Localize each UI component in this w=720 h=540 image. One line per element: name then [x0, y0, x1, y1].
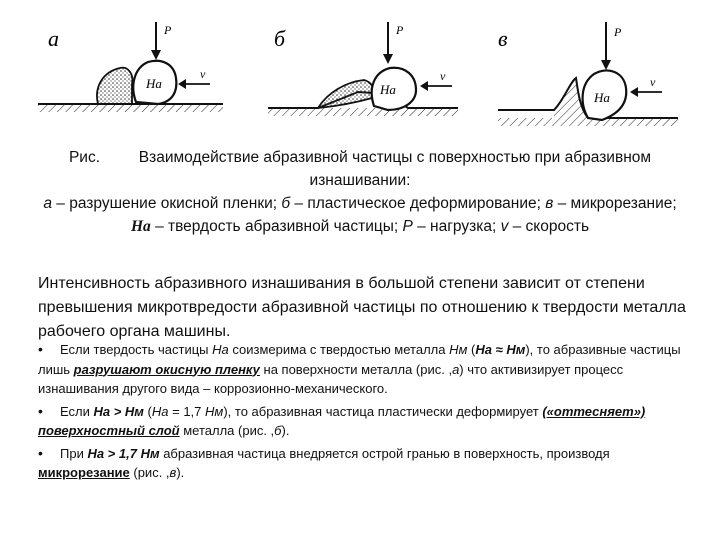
bullet-2-fig-ref: б: [274, 423, 282, 438]
caption-prefix: Рис.: [68, 149, 101, 166]
bullet-1-text: Если твердость частицы: [60, 342, 213, 357]
bullet-list: [38, 340, 688, 486]
bullet-2-text: Если: [60, 403, 94, 419]
panel-a-label: а: [48, 26, 59, 51]
bullet-1-ha: На: [212, 342, 229, 357]
deformed-layer-b: [318, 80, 374, 108]
bullet-2-condition: На > Нм: [93, 403, 144, 419]
bullet-3-emphasis: микрорезание: [38, 465, 130, 480]
load-label-a: P: [164, 23, 172, 37]
bullet-1-text-2: соизмерима с твердостью металла: [228, 342, 450, 357]
load-arrowhead-a: [151, 50, 161, 60]
caption-ha-text: – твердость абразивной частицы;: [150, 218, 403, 235]
abrasion-diagram: [28, 22, 692, 140]
speed-arrowhead-c: [630, 87, 638, 97]
bullet-item-1: [38, 340, 688, 399]
panel-b: [268, 22, 458, 116]
caption-ha-key: Hа: [130, 218, 151, 235]
bullet-3-fig-ref: в: [169, 465, 177, 480]
bullet-3-text-3: (рис. ,: [129, 465, 170, 480]
bullet-2-ha: На: [151, 403, 169, 419]
caption-p-text: – нагрузка;: [412, 218, 501, 235]
caption-p-key: P: [402, 218, 413, 235]
bullet-2-hm: Нм: [205, 403, 224, 419]
speed-label-b: v: [440, 69, 446, 83]
bullet-1-text-4: ), то абразивные частицы лишь: [38, 342, 681, 377]
intro-paragraph: Интенсивность абразивного изнашивания в большой степени зависит от степени превышения микротвредости абразивной частицы по отношению к твердости металла рабочего органа машины.: [38, 275, 686, 340]
panel-c: [498, 22, 678, 126]
bullet-marker: •: [38, 444, 43, 461]
speed-arrowhead-b: [420, 81, 428, 91]
caption-title-text: Взаимодействие абразивной частицы с поверхностью при абразивном изнашивании:: [138, 149, 652, 189]
speed-arrowhead-a: [178, 79, 186, 89]
bullet-1-text-5: на поверхности металла (рис. ,: [259, 361, 453, 377]
bullet-3-text: При: [60, 445, 88, 461]
speed-label-c: v: [650, 75, 656, 89]
caption-title: [40, 146, 680, 192]
bullet-3-text-2: абразивная частица внедряется острой гранью в поверхность, производя: [159, 445, 610, 461]
bullet-2-text-2: (: [143, 403, 152, 419]
bullet-1-text-3: (: [467, 342, 476, 357]
bullet-item-2: [38, 402, 688, 441]
figure-caption: [40, 146, 680, 238]
oxide-film-a: [97, 68, 132, 104]
bullet-1-text-6: ) что активизирует процесс изнашивания другого вида – коррозионно-механического.: [38, 361, 624, 396]
panel-c-label: в: [498, 26, 508, 51]
load-label-c: P: [614, 25, 622, 39]
panel-b-label: б: [274, 26, 286, 51]
bullet-1-relation: На ≈ Нм: [475, 342, 526, 357]
caption-v-text: – скорость: [508, 218, 590, 235]
surface-hatch-b: [268, 108, 458, 116]
caption-v-key: v: [500, 218, 509, 235]
caption-c-text: – микрорезание;: [553, 195, 677, 212]
bullet-2-text-4: ), то абразивная частица пластически деформирует: [223, 403, 543, 419]
caption-a-key: а: [43, 195, 52, 212]
load-arrowhead-c: [601, 60, 611, 70]
bullet-2-emphasis: («оттесняет») поверхностный слой: [38, 403, 646, 438]
bullet-item-3: [38, 444, 688, 483]
bullet-marker: •: [38, 402, 43, 419]
caption-b-key: б: [281, 195, 291, 212]
abrasion-figure: [28, 22, 692, 140]
surface-hatch-c: [498, 118, 678, 126]
bullet-1-fig-ref: а: [452, 361, 460, 377]
particle-b-label: Hа: [380, 82, 396, 97]
bullet-2-text-5: металла (рис. ,: [179, 423, 275, 438]
bullet-1-hm: Нм: [449, 342, 468, 357]
load-arrowhead-b: [383, 54, 393, 64]
speed-label-a: v: [200, 67, 206, 81]
caption-b-text: – пластическое деформирование;: [290, 195, 546, 212]
caption-a-text: – разрушение окисной пленки;: [51, 195, 282, 212]
caption-c-key: в: [545, 195, 554, 212]
particle-a-label: Hа: [146, 76, 162, 91]
load-label-b: P: [396, 23, 404, 37]
bullet-3-text-4: ).: [176, 465, 185, 480]
bullet-1-emphasis: разрушают окисную пленку: [73, 361, 260, 377]
caption-legend: [40, 192, 680, 238]
bullet-2-text-6: ).: [281, 423, 290, 438]
bullet-3-condition: На > 1,7 Нм: [87, 445, 160, 461]
panel-a: [38, 22, 223, 112]
bullet-2-text-3: = 1,7: [168, 403, 206, 419]
surface-hatch-a: [38, 104, 223, 112]
particle-c-label: Hа: [594, 90, 610, 105]
bullet-marker: •: [38, 341, 43, 357]
